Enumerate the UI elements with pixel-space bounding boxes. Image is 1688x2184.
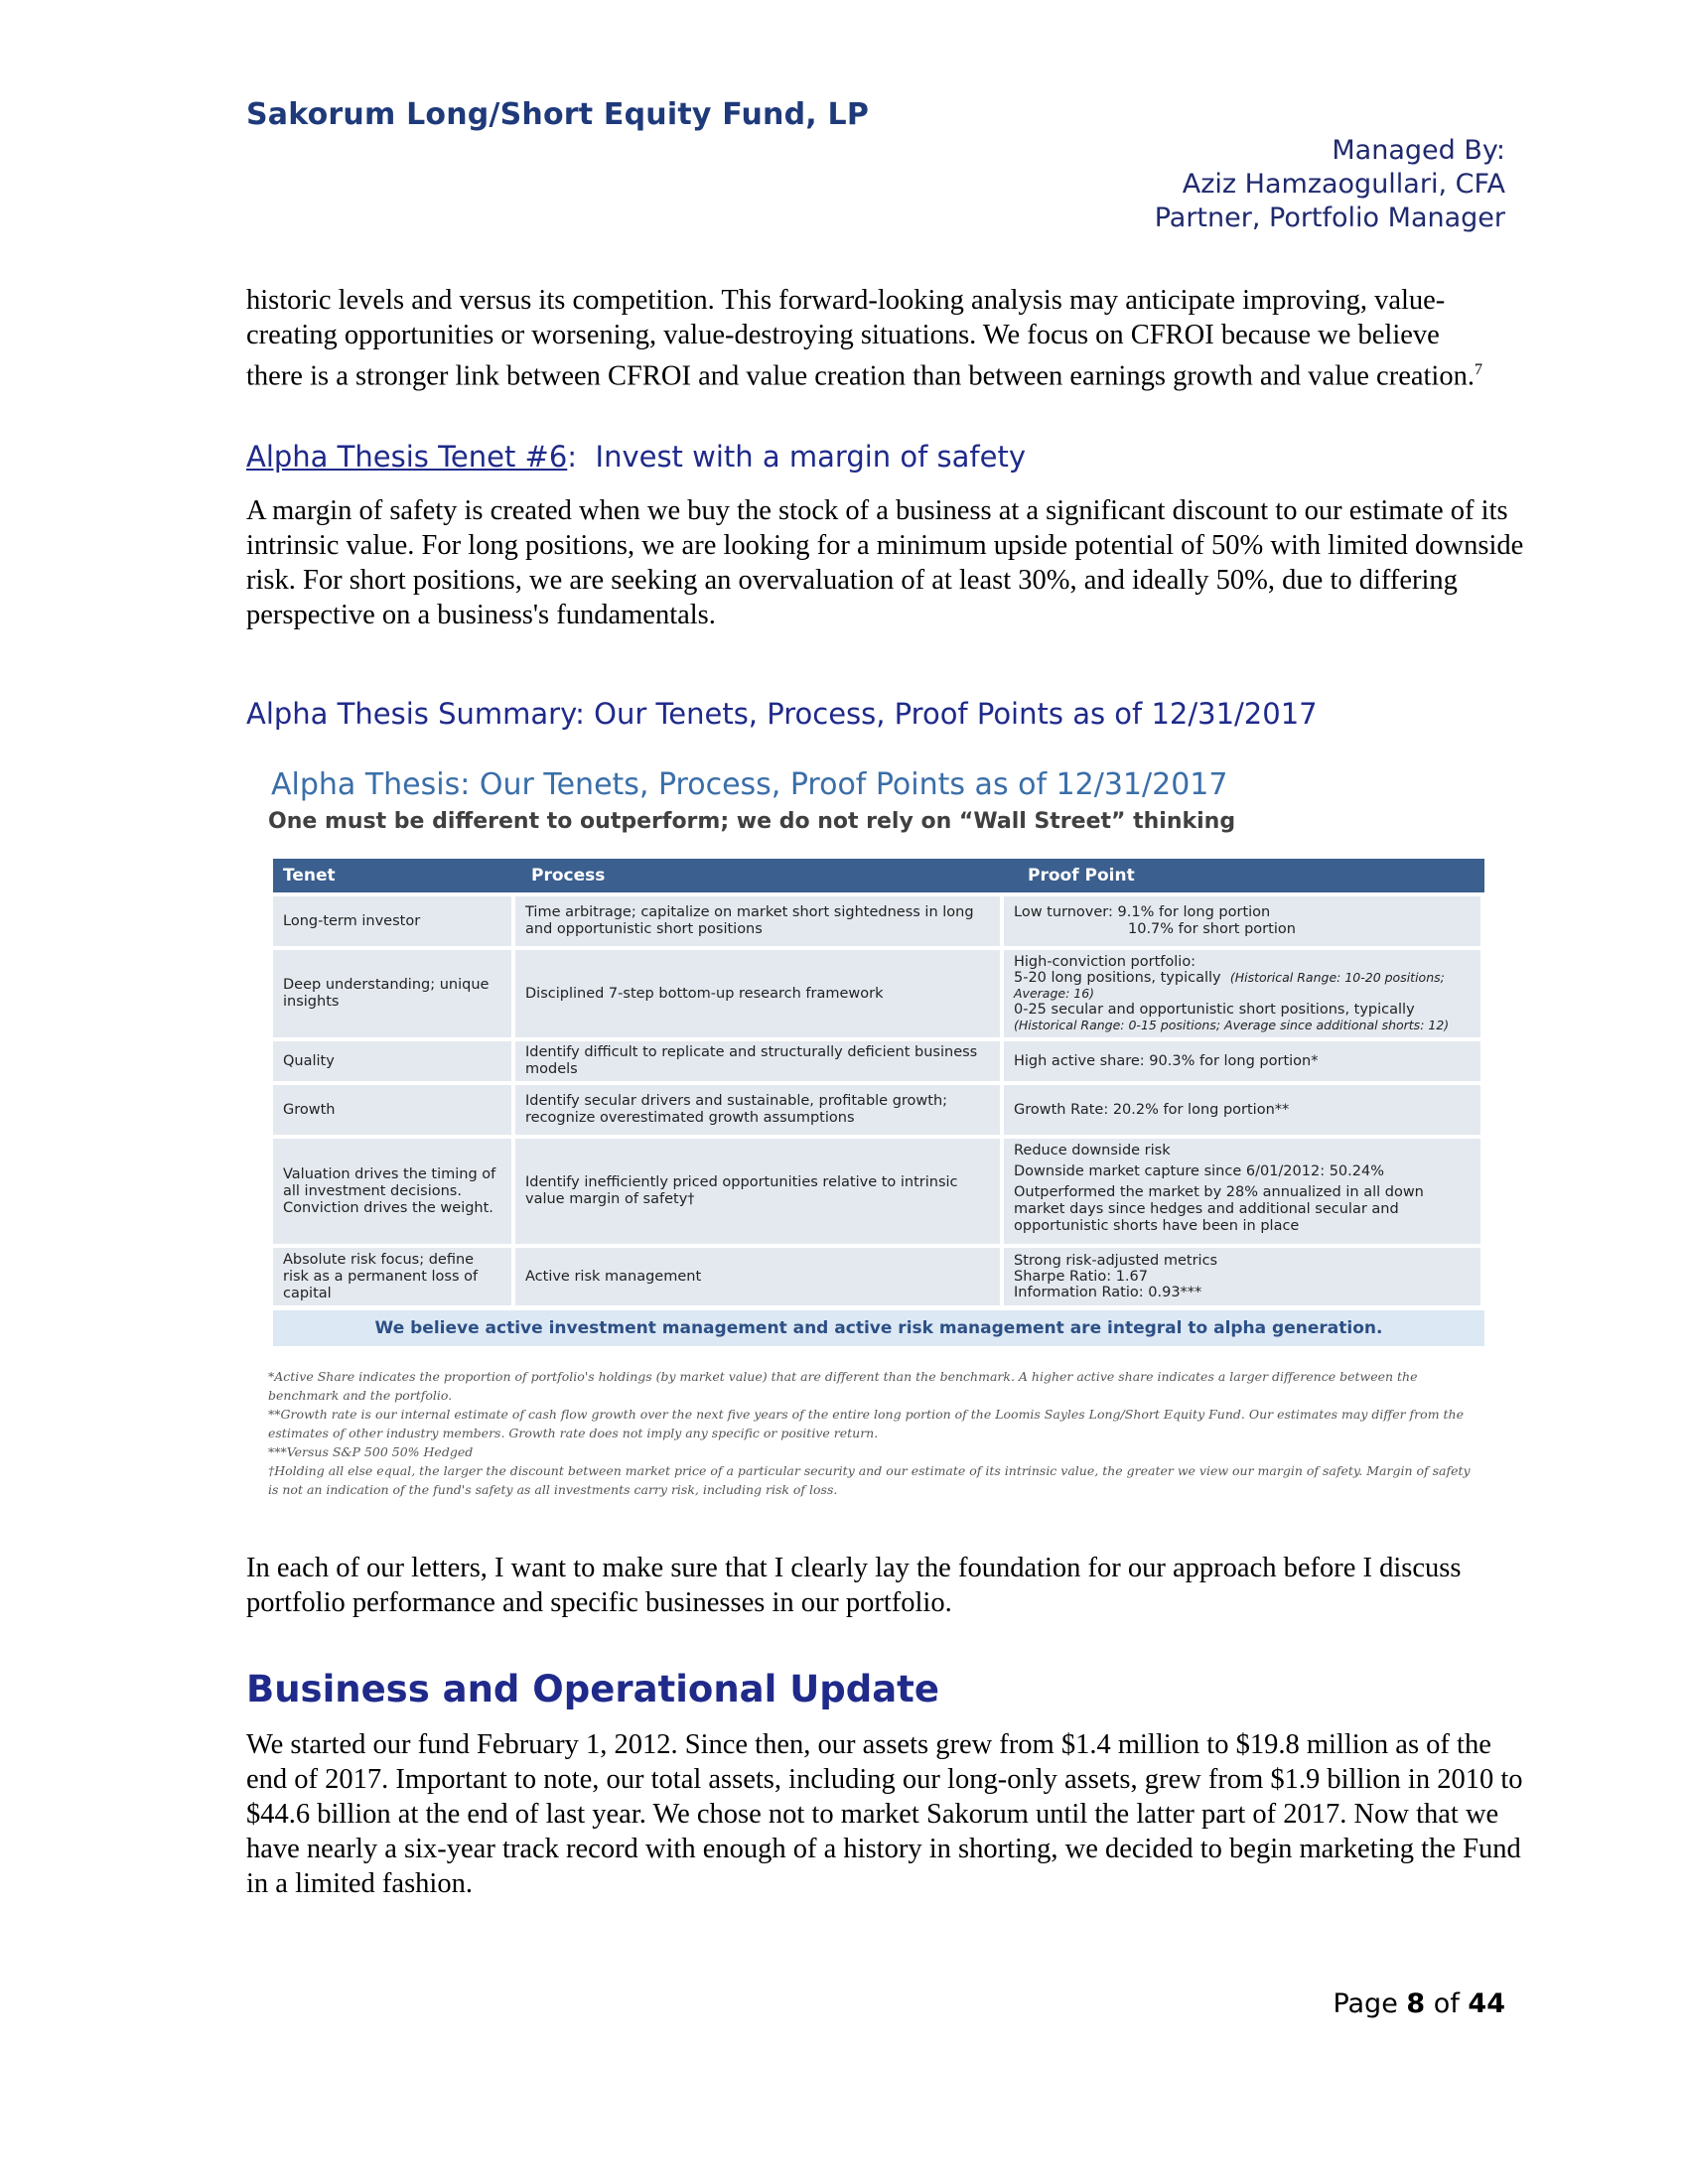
manager-title: Partner, Portfolio Manager — [1154, 203, 1505, 233]
alpha-banner: We believe active investment management and active risk management are integral to alpha generation. — [273, 1310, 1484, 1346]
process-cell: Time arbitrage; capitalize on market short sightedness in long and opportunistic short positions — [515, 896, 1000, 946]
tenet-6-colon: : — [567, 440, 578, 474]
tenet-6-label: Alpha Thesis Tenet #6 — [246, 440, 568, 474]
figure-title: Alpha Thesis: Our Tenets, Process, Proof Points as of 12/31/2017 — [271, 767, 1228, 802]
header-process: Process — [531, 866, 606, 886]
paragraph-intro-text: historic levels and versus its competition. This forward-looking analysis may anticipate improving, value-creating opportunities or worsening, value-destroying situations. We focus on CFROI because we believe there is a stronger link between CFROI and value creation than between earnings growth and value creation. — [246, 285, 1475, 392]
footnote: †Holding all else equal, the larger the discount between market price of a particular security and our estimate of its intrinsic value, the greater we view our margin of safety. Margin of safety is not an indication of the fund's safety as all investments carry risk, including risk of loss. — [268, 1463, 1471, 1497]
tenet-6-text: Invest with a margin of safety — [595, 440, 1027, 474]
tenet-cell: Valuation drives the timing of all investment decisions. Conviction drives the weight. — [273, 1139, 511, 1244]
fund-title: Sakorum Long/Short Equity Fund, LP — [246, 97, 870, 132]
proof-line: 0-25 secular and opportunistic short positions, typically — [1014, 1002, 1415, 1018]
tenet-cell: Quality — [273, 1041, 511, 1081]
page-number — [1333, 1988, 1505, 2019]
proof-line: Low turnover: 9.1% for long portion — [1014, 904, 1271, 920]
header-proof-point: Proof Point — [1028, 866, 1135, 886]
tenet-cell: Long-term investor — [273, 896, 511, 946]
proof-line: 10.7% for short portion — [1128, 921, 1296, 937]
process-cell: Identify inefficiently priced opportunities relative to intrinsic value margin of safety† — [515, 1139, 1000, 1244]
paragraph-intro — [246, 283, 1487, 394]
table-row — [273, 950, 1484, 1037]
alpha-thesis-table — [273, 859, 1484, 1346]
footnote: ***Versus S&P 500 50% Hedged — [268, 1444, 474, 1459]
proof-line: Downside market capture since 6/01/2012: 50.24% — [1014, 1163, 1384, 1179]
process-cell: Identify secular drivers and sustainable, profitable growth; recognize overestimated growth assumptions — [515, 1085, 1000, 1135]
page-of: of — [1433, 1988, 1460, 2019]
proof-cell: Growth Rate: 20.2% for long portion** — [1004, 1085, 1480, 1135]
process-cell: Identify difficult to replicate and structurally deficient business models — [515, 1041, 1000, 1081]
manager-name: Aziz Hamzaogullari, CFA — [1182, 169, 1505, 200]
figure-footnotes — [268, 1367, 1479, 1499]
proof-line: Information Ratio: 0.93*** — [1014, 1285, 1202, 1300]
proof-note: (Historical Range: 10-20 positions; Average: 16) — [1014, 970, 1445, 1001]
alpha-thesis-figure — [263, 759, 1494, 1509]
proof-cell — [1004, 1248, 1480, 1305]
proof-line — [1014, 970, 1471, 1002]
manager-block — [1155, 134, 1505, 235]
process-cell: Disciplined 7-step bottom-up research framework — [515, 950, 1000, 1037]
proof-text: 5-20 long positions, typically — [1014, 970, 1221, 986]
proof-line: Outperformed the market by 28% annualized in all down market days since hedges and additional secular and opportunistic shorts have been in place — [1014, 1184, 1424, 1234]
page-word: Page — [1333, 1988, 1398, 2019]
footnote-ref-7: 7 — [1474, 361, 1482, 378]
figure-subtitle: One must be different to outperform; we do not rely on “Wall Street” thinking — [268, 809, 1236, 834]
tenet-cell: Deep understanding; unique insights — [273, 950, 511, 1037]
paragraph-margin-of-safety: A margin of safety is created when we buy the stock of a business at a significant discount to our estimate of its intrinsic value. For long positions, we are looking for a minimum upside potential of 50% with limited downside risk. For short positions, we are seeking an overvaluation of at least 30%, and ideally 50%, due to differing perspective on a business's fundamentals. — [246, 495, 1524, 630]
tenet-cell: Absolute risk focus; define risk as a permanent loss of capital — [273, 1248, 511, 1305]
proof-line: High-conviction portfolio: — [1014, 954, 1196, 970]
table-row — [273, 1248, 1484, 1305]
page-current: 8 — [1406, 1988, 1426, 2019]
footnote: **Growth rate is our internal estimate of cash flow growth over the next five years of the entire long portion of the Loomis Sayles Long/Short Equity Fund. Our estimates may differ from the estimates of other industry members. Growth rate does not imply any specific or positive return. — [268, 1407, 1464, 1440]
page-total: 44 — [1468, 1988, 1505, 2019]
summary-heading: Alpha Thesis Summary: Our Tenets, Process, Proof Points as of 12/31/2017 — [246, 697, 1318, 731]
header-tenet: Tenet — [283, 866, 336, 886]
proof-cell — [1004, 950, 1480, 1037]
process-cell: Active risk management — [515, 1248, 1000, 1305]
table-row — [273, 896, 1484, 946]
paragraph-business-update: We started our fund February 1, 2012. Since then, our assets grew from $1.4 million to $19.8 million as of the end of 2017. Important to note, our total assets, including our long-only assets, grew from $1.9 billion in 2010 to $44.6 billion at the end of last year. We chose not to market Sakorum until the latter part of 2017. Now that we have nearly a six-year track record with enough of a history in shorting, we decided to begin marketing the Fund in a limited fashion. — [246, 1729, 1523, 1899]
proof-cell — [1004, 1139, 1480, 1244]
managed-by-label: Managed By: — [1332, 135, 1505, 166]
tenet-6-heading — [246, 440, 1026, 474]
proof-cell: High active share: 90.3% for long portion* — [1004, 1041, 1480, 1081]
footnote: *Active Share indicates the proportion of portfolio's holdings (by market value) that are different than the benchmark. A higher active share indicates a larger difference between the benchmark and the portfolio. — [268, 1369, 1418, 1403]
tenet-cell: Growth — [273, 1085, 511, 1135]
table-row — [273, 1041, 1484, 1081]
proof-cell — [1004, 896, 1480, 946]
proof-line: Strong risk-adjusted metrics — [1014, 1253, 1218, 1269]
table-row — [273, 1085, 1484, 1135]
paragraph-foundation: In each of our letters, I want to make sure that I clearly lay the foundation for our approach before I discuss portfolio performance and specific businesses in our portfolio. — [246, 1553, 1462, 1618]
proof-note: (Historical Range: 0-15 positions; Average since additional shorts: 12) — [1014, 1018, 1450, 1032]
proof-line: Sharpe Ratio: 1.67 — [1014, 1269, 1148, 1285]
section-heading-business-update: Business and Operational Update — [246, 1668, 939, 1710]
table-header — [273, 859, 1484, 892]
table-row — [273, 1139, 1484, 1244]
proof-line: Reduce downside risk — [1014, 1143, 1171, 1159]
